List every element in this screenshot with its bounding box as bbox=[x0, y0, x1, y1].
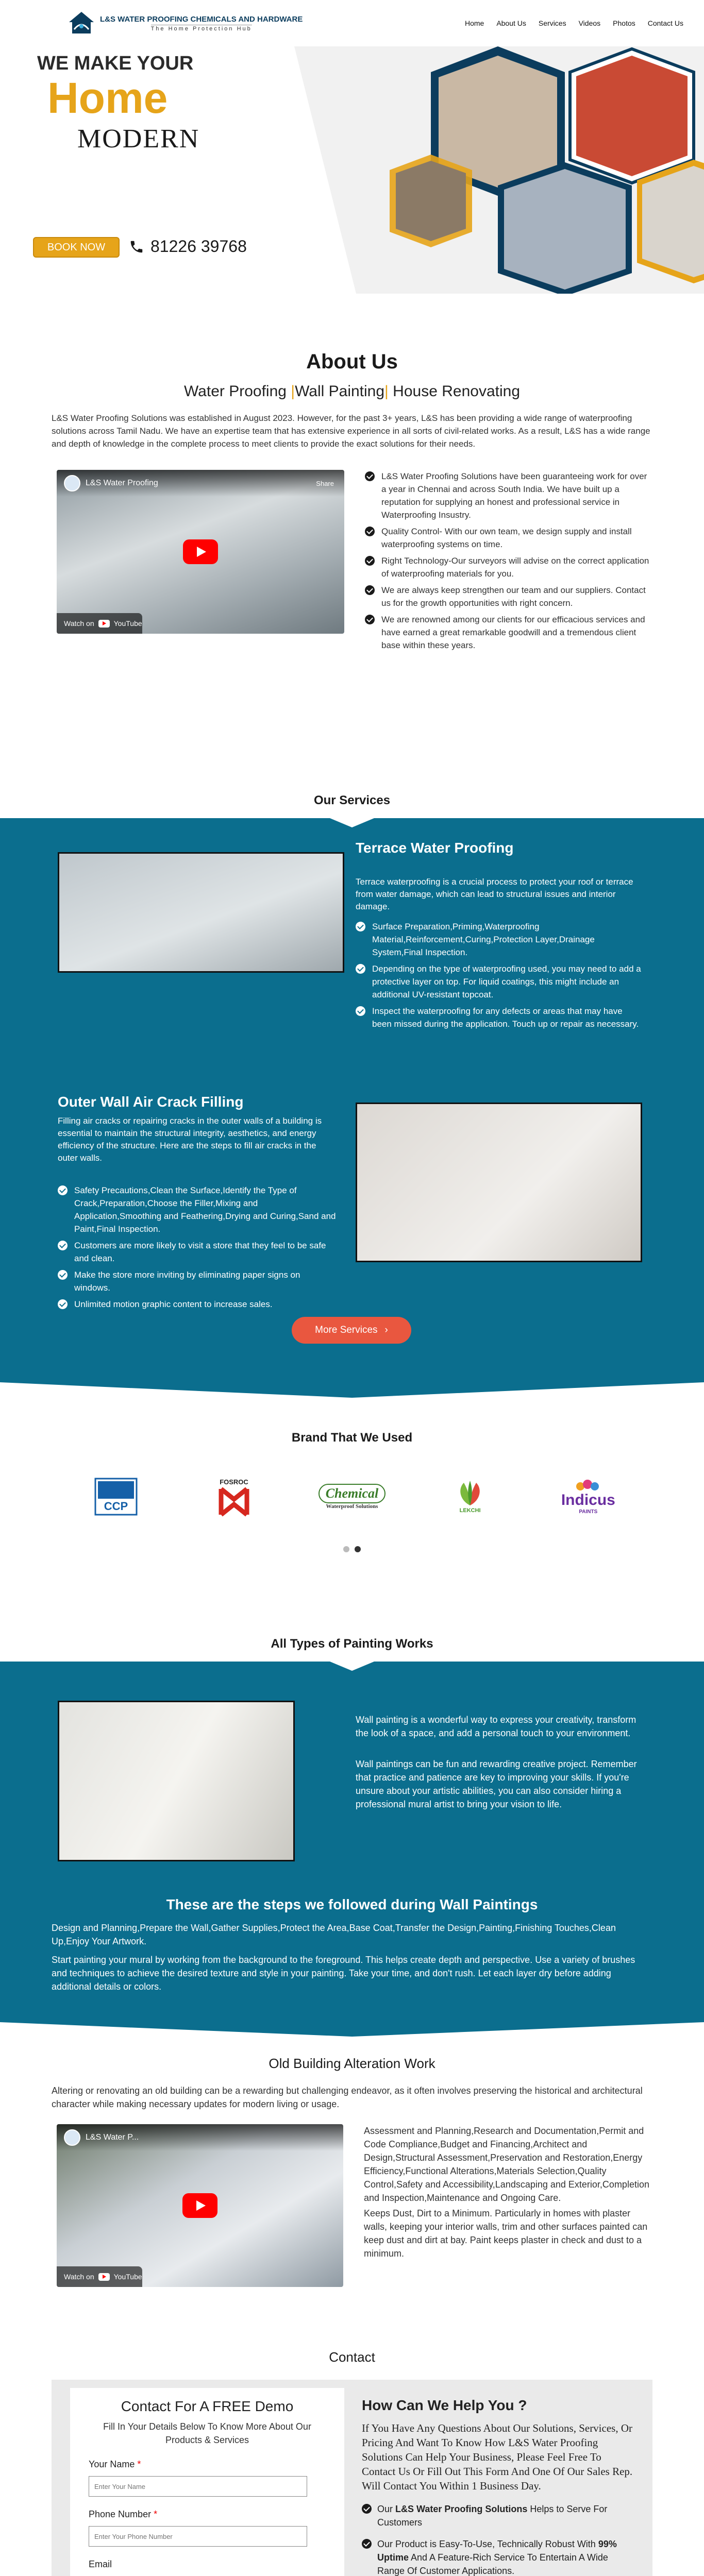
painting-steps-description: Start painting your mural by working from the background to the foreground. This helps create depth and perspective. Use a variety of brushes and techniques to achieve the desired texture and style in your painting. Take your time, and don't rush. Let each layer dry before adding additional details or colors. bbox=[52, 1955, 635, 1992]
check-circle-icon bbox=[362, 2539, 372, 2549]
more-services-button[interactable] bbox=[292, 1317, 411, 1344]
old-building-steps: Assessment and Planning,Research and Documentation,Permit and Code Compliance,Budget and Financing,Architect and Design,Structural Assessment,Preservation and Restoration,Energy Efficiency,Functional Alterations,Materials Selection,Quality Control,Safety and Accessibility,Landscaping and Exterior,Completion and Inspection,Maintenance and Ongoing Care. bbox=[364, 2126, 649, 2203]
brands-section bbox=[0, 1413, 704, 1630]
hero-phone-number: 81226 39768 bbox=[150, 237, 247, 256]
brand-name: Chemical bbox=[319, 1484, 386, 1503]
nav-videos[interactable]: Videos bbox=[578, 19, 601, 27]
brands-carousel[interactable] bbox=[0, 1445, 704, 1528]
old-building-section bbox=[0, 2056, 704, 2344]
svg-text:CCP: CCP bbox=[104, 1500, 128, 1513]
terrace-description: Terrace waterproofing is a crucial process to protect your roof or terrace from water damage, which can lead to structural issues and interior damage. bbox=[356, 877, 633, 911]
check-circle-icon bbox=[58, 1299, 68, 1309]
logo-title: L&S WATER PROOFING CHEMICALS AND HARDWARE bbox=[100, 14, 303, 24]
wall-painting-image bbox=[58, 1701, 295, 1861]
channel-avatar[interactable] bbox=[64, 2129, 80, 2146]
hero-hexagon-collage bbox=[261, 46, 704, 294]
youtube-logo-icon bbox=[98, 2273, 110, 2281]
carousel-dot-active[interactable] bbox=[355, 1546, 361, 1552]
check-circle-icon bbox=[365, 471, 375, 481]
form-subtitle: Fill In Your Details Below To Know More About Our Products & Services bbox=[103, 2421, 311, 2445]
book-now-button[interactable]: BOOK NOW bbox=[33, 237, 120, 258]
brand-logo-ccp bbox=[80, 1473, 152, 1520]
check-circle-icon bbox=[356, 1006, 365, 1016]
nav-services[interactable]: Services bbox=[538, 19, 566, 27]
site-logo[interactable] bbox=[67, 9, 303, 38]
video-title[interactable]: L&S Water P... bbox=[86, 2133, 139, 2142]
list-item: Customers are more likely to visit a store that they feel to be safe and clean. bbox=[58, 1239, 336, 1265]
nav-about-us[interactable]: About Us bbox=[496, 19, 526, 27]
video-title[interactable]: L&S Water Proofing bbox=[86, 479, 158, 487]
about-sub-wallpainting: Wall Painting bbox=[295, 383, 385, 400]
list-item: Safety Precautions,Clean the Surface,Identify the Type of Crack,Preparation,Choose the Filler,Mixing and Application,Smoothing and Feathering,Drying and Curing,Sand and Paint,Final Inspection. bbox=[58, 1184, 336, 1235]
nav-contact-us[interactable]: Contact Us bbox=[647, 19, 683, 27]
youtube-logo-icon bbox=[98, 620, 110, 628]
watch-on-label: Watch on bbox=[64, 619, 94, 628]
about-video-player[interactable] bbox=[57, 470, 344, 634]
list-item: Inspect the waterproofing for any defects or areas that may have been missed during the application. Touch up or repair as necessary. bbox=[356, 1005, 644, 1030]
check-circle-icon bbox=[58, 1241, 68, 1250]
brand-tagline: Waterproof Solutions bbox=[326, 1503, 378, 1510]
brand-logo-chemical bbox=[316, 1473, 388, 1520]
chevron-right-icon: › bbox=[384, 1325, 388, 1335]
list-item: Our Product is Easy-To-Use, Technically Robust With 99% Uptime And A Feature-Rich Service To Entertain A Wide Range Of Customer Applications. bbox=[362, 2537, 634, 2576]
phone-input[interactable] bbox=[89, 2526, 307, 2547]
check-circle-icon bbox=[356, 964, 365, 974]
list-item: Quality Control- With our own team, we design supply and install waterproofing systems on time. bbox=[365, 525, 652, 551]
main-nav bbox=[465, 19, 683, 27]
about-sub-waterproofing: Water Proofing bbox=[183, 383, 291, 400]
name-input[interactable] bbox=[89, 2476, 307, 2497]
painting-title: All Types of Painting Works bbox=[271, 1637, 433, 1651]
old-building-video-player[interactable] bbox=[57, 2124, 343, 2287]
list-item: L&S Water Proofing Solutions have been guaranteeing work for over a year in Chennai and across South India. We have built up a reputation for supplying an honest and professional service in Waterproofing Insustry. bbox=[365, 470, 652, 521]
carousel-dots bbox=[0, 1546, 704, 1552]
painting-steps-list: Design and Planning,Prepare the Wall,Gather Supplies,Protect the Area,Base Coat,Transfer the Design,Painting,Finishing Touches,Clean Up,Enjoy Your Artwork. bbox=[52, 1923, 616, 1946]
contact-title: Contact bbox=[329, 2349, 375, 2365]
video-share[interactable]: Share bbox=[316, 479, 334, 487]
about-title: About Us bbox=[306, 350, 398, 373]
about-points-list bbox=[365, 470, 652, 655]
brands-title: Brand That We Used bbox=[291, 1431, 413, 1445]
services-title: Our Services bbox=[313, 793, 391, 807]
list-item: Depending on the type of waterproofing used, you may need to add a protective layer on top. For liquid coatings, this might include an additional UV-resistant topcoat. bbox=[356, 962, 644, 1001]
about-subtitle bbox=[0, 383, 704, 400]
painting-section bbox=[0, 1662, 704, 2045]
hero-headline-home: Home bbox=[47, 74, 168, 122]
about-sub-renovating: House Renovating bbox=[388, 383, 521, 400]
old-building-paragraph: Keeps Dust, Dirt to a Minimum. Particularly in homes with plaster walls, keeping your interior walls, trim and other surfaces painted can keep dust and dirt at bay. Paint keeps plaster in check and dust to a minimum. bbox=[364, 2208, 648, 2259]
phone-icon bbox=[129, 239, 144, 255]
brand-logo-fosroc bbox=[198, 1473, 270, 1520]
help-title: How Can We Help You ? bbox=[362, 2397, 527, 2413]
ccp-logo-icon bbox=[93, 1476, 139, 1517]
name-label: Your Name * bbox=[89, 2459, 141, 2469]
list-item: Surface Preparation,Priming,Waterproofing Material,Reinforcement,Curing,Protection Layer,Drainage System,Final Inspection. bbox=[356, 920, 644, 959]
list-item: Right Technology-Our surveyors will advise on the correct application of waterproofing materials for you. bbox=[365, 554, 652, 580]
indicus-splash-icon bbox=[570, 1479, 606, 1492]
watch-on-youtube[interactable] bbox=[57, 2266, 142, 2287]
brand-logo-indicus bbox=[552, 1473, 624, 1520]
check-circle-icon bbox=[365, 585, 375, 595]
youtube-label: YouTube bbox=[113, 2273, 142, 2281]
brand-name: LEKCHI bbox=[459, 1507, 481, 1514]
list-item: Our L&S Water Proofing Solutions Helps to Serve For Customers bbox=[362, 2502, 634, 2529]
brand-name: Indicus bbox=[561, 1491, 615, 1509]
fosroc-logo-icon bbox=[211, 1476, 257, 1517]
painting-paragraph-2: Wall paintings can be fun and rewarding creative project. Remember that practice and patience are key to improving your skills. If you're unsure about your artistic abilities, you can also consider hiring a professional mural artist to bring your vision to life. bbox=[356, 1759, 637, 1809]
brand-logo-lekchi bbox=[434, 1473, 506, 1520]
site-header bbox=[0, 0, 704, 46]
check-circle-icon bbox=[58, 1270, 68, 1280]
help-panel bbox=[362, 2388, 634, 2576]
nav-photos[interactable]: Photos bbox=[613, 19, 635, 27]
painting-paragraph-1: Wall painting is a wonderful way to express your creativity, transform the look of a space, and add a personal touch to your environment. bbox=[356, 1715, 636, 1738]
video-play-button[interactable] bbox=[182, 2193, 217, 2218]
terrace-waterproofing-image bbox=[58, 852, 344, 973]
list-item: We are renowned among our clients for our efficacious services and have earned a great remarkable goodwill and a tremendous client base within these years. bbox=[365, 613, 652, 652]
hero-headline-line1: WE MAKE YOUR bbox=[37, 53, 194, 74]
logo-house-icon bbox=[67, 9, 96, 38]
painting-steps-title: These are the steps we followed during Wall Paintings bbox=[166, 1896, 538, 1912]
phone-label: Phone Number * bbox=[89, 2509, 158, 2519]
video-play-button[interactable] bbox=[183, 539, 218, 564]
hero-banner bbox=[0, 46, 704, 294]
youtube-label: YouTube bbox=[113, 619, 142, 628]
crack-filling-title: Outer Wall Air Crack Filling bbox=[58, 1094, 244, 1110]
check-circle-icon bbox=[365, 527, 375, 536]
crack-points-list bbox=[58, 1184, 336, 1314]
about-section bbox=[0, 350, 704, 793]
about-description: L&S Water Proofing Solutions was established in August 2023. However, for the past 3+ years, L&S has been providing a wide range of waterproofing solutions across Tamil Nadu. We have an expertise team that has extensive experience in all sorts of civil-related works. As a result, L&S has a wide range and depth of knowledge in the complete process to meet clients to provide the exact solutions for their needs. bbox=[52, 413, 650, 449]
contact-panel bbox=[52, 2380, 652, 2576]
help-points-list bbox=[362, 2502, 634, 2576]
crack-filling-image bbox=[356, 1103, 642, 1262]
channel-avatar[interactable] bbox=[64, 475, 80, 492]
terrace-title: Terrace Water Proofing bbox=[356, 840, 514, 856]
old-building-title: Old Building Alteration Work bbox=[269, 2056, 435, 2071]
contact-section bbox=[0, 2349, 704, 2576]
terrace-points-list bbox=[356, 920, 644, 1034]
brand-tagline: PAINTS bbox=[579, 1509, 598, 1515]
more-services-label: More Services bbox=[315, 1325, 378, 1335]
list-item: We are always keep strengthen our team and our suppliers. Contact us for the growth opportunities with right concern. bbox=[365, 584, 652, 609]
services-section bbox=[0, 818, 704, 1413]
watch-on-label: Watch on bbox=[64, 2273, 94, 2281]
check-circle-icon bbox=[365, 615, 375, 624]
email-label: Email bbox=[89, 2559, 112, 2569]
svg-text:FOSROC: FOSROC bbox=[219, 1478, 248, 1486]
check-circle-icon bbox=[365, 556, 375, 566]
old-building-description: Altering or renovating an old building can be a rewarding but challenging endeavor, as it often involves preserving the historical and architectural character while making necessary updates for modern living or usage. bbox=[52, 2086, 643, 2109]
list-item: Make the store more inviting by eliminating paper signs on windows. bbox=[58, 1268, 336, 1294]
about-sub-divider: | bbox=[291, 383, 295, 400]
nav-home[interactable]: Home bbox=[464, 19, 484, 27]
list-item: Unlimited motion graphic content to increase sales. bbox=[58, 1298, 336, 1311]
demo-form bbox=[70, 2388, 344, 2576]
crack-filling-description: Filling air cracks or repairing cracks in the outer walls of a building is essential to maintain the structural integrity, aesthetics, and energy efficiency of the structure. Here are the steps to fill air cracks in the outer walls. bbox=[58, 1116, 322, 1163]
watch-on-youtube[interactable] bbox=[57, 613, 142, 634]
help-text: If You Have Any Questions About Our Solutions, Services, Or Pricing And Want To Know How L&S Water Proofing Solutions Can Help Your Business, Please Feel Free To Contact Us Or Fill Out This Form And One Of Our Sales Rep. Will Contact You Within 1 Business Day. bbox=[362, 2422, 633, 2492]
about-sub-divider: | bbox=[384, 383, 389, 400]
check-circle-icon bbox=[362, 2504, 372, 2514]
hero-headline-modern: MODERN bbox=[77, 124, 200, 154]
logo-tagline: The Home Protection Hub bbox=[150, 25, 252, 32]
leaf-logo-icon bbox=[455, 1480, 485, 1507]
check-circle-icon bbox=[356, 922, 365, 931]
carousel-dot[interactable] bbox=[343, 1546, 349, 1552]
check-circle-icon bbox=[58, 1185, 68, 1195]
hero-phone[interactable] bbox=[129, 237, 247, 256]
form-title: Contact For A FREE Demo bbox=[121, 2398, 294, 2414]
